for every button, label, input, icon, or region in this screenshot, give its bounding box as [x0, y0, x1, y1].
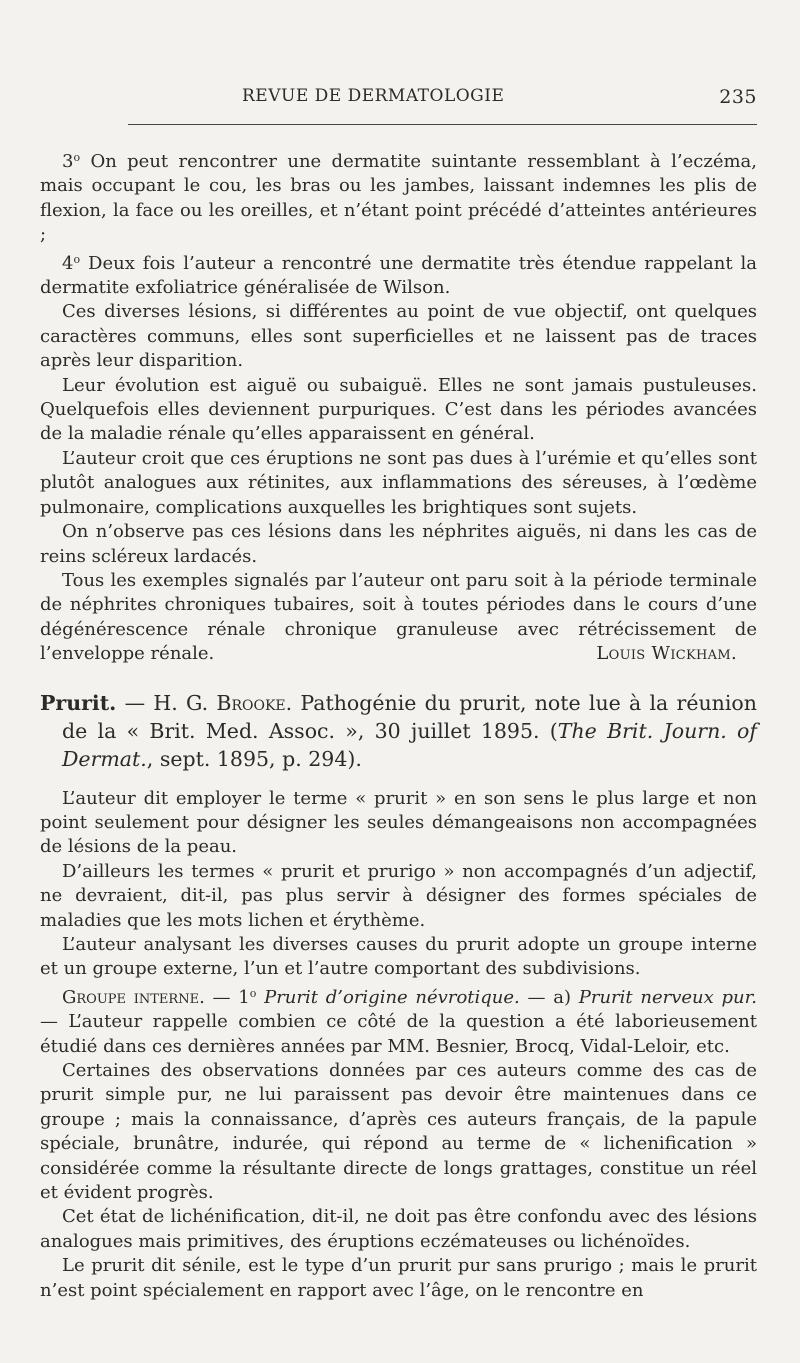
paragraph: Cet état de lichénification, dit-il, ne doit pas être confondu avec des lésions analogues mais primitives, des éruptions eczémateuses ou lichénoïdes.: [40, 1206, 757, 1252]
paragraph: On n’observe pas ces lésions dans les néphrites aiguës, ni dans les cas de reins scléreux lardacés.: [40, 521, 757, 567]
subheading-italic: Prurit nerveux pur.: [578, 986, 758, 1008]
article-citation-end: , sept. 1895, p. 294).: [146, 746, 362, 771]
item-number: 3: [62, 151, 74, 172]
paragraph-text: — L’auteur rappelle combien ce côté de la question a été laborieusement étudié dans ces dernières années par MM. Besnier, Brocq, Vidal-Leloir, etc.: [40, 1011, 757, 1057]
paragraph-text: Deux fois l’auteur a rencontré une dermatite très étendue rappelant la dermatite exfoliatrice généralisée de Wilson.: [40, 252, 757, 299]
running-head: REVUE DE DERMATOLOGIE: [242, 86, 505, 106]
article-label: Prurit.: [40, 690, 117, 715]
degree-mark: o: [249, 986, 257, 1000]
paragraph: D’ailleurs les termes « prurit et prurigo » non accompagnés d’un adjectif, ne devraient, dit-il, pas plus servir à désigner des formes spéciales de maladies que les mots lichen et érythème.: [40, 860, 757, 931]
paragraph: [40, 248, 757, 301]
article-title-text: Pathogénie du prurit, note lue à la réunion de la « Brit. Med. Assoc. », 30 juillet 1895. (: [62, 690, 757, 743]
header-rule: [128, 124, 757, 125]
article-heading: [40, 689, 757, 773]
item-number: 4: [62, 252, 74, 274]
journal-page: [40, 0, 757, 1363]
group-label: Groupe interne.: [62, 986, 205, 1008]
author-signature: Louis Wickham.: [596, 643, 737, 665]
degree-mark: o: [73, 151, 81, 164]
paragraph: L’auteur dit employer le terme « prurit » en son sens le plus large et non point seulement pour désigner les seules démangeaisons non accompagnées de lésions de la peau.: [40, 787, 757, 858]
text-run: — 1: [204, 986, 250, 1008]
heading-dash: —: [116, 690, 154, 715]
paragraph: [40, 982, 757, 1059]
page-number: 235: [719, 86, 757, 108]
paragraph: [40, 569, 757, 667]
page-header: [40, 86, 757, 112]
journal-name: The Brit. Journ. of Dermat.: [62, 718, 757, 771]
degree-mark: o: [73, 252, 81, 266]
body-text: [40, 146, 757, 1303]
paragraph: Certaines des observations données par ces auteurs comme des cas de prurit simple pur, ne lui paraissent pas devoir être maintenues dans ce groupe ; mais la connaissance, d’après ces auteurs français, de la papule spéciale, brunâtre, indurée, qui répond au terme de « lichenification » considérée comme la résultante directe de longs grattages, constitue un réel et évident progrès.: [40, 1060, 757, 1204]
paragraph: [40, 146, 757, 248]
text-run: — a): [519, 986, 579, 1008]
article-author: H. G. Brooke.: [153, 690, 293, 715]
paragraph: Ces diverses lésions, si différentes au point de vue objectif, ont quelques caractères communs, elles sont superficielles et ne laissent pas de traces après leur disparition.: [40, 301, 757, 372]
paragraph: Leur évolution est aiguë ou subaiguë. Elles ne sont jamais pustuleuses. Quelquefois elles deviennent purpuriques. C’est dans les périodes avancées de la maladie rénale qu’elles apparaissent en général.: [40, 374, 757, 445]
paragraph: L’auteur analysant les diverses causes du prurit adopte un groupe interne et un groupe externe, l’un et l’autre comportant des subdivisions.: [40, 933, 757, 980]
paragraph: L’auteur croit que ces éruptions ne sont pas dues à l’urémie et qu’elles sont plutôt analogues aux rétinites, aux inflammations des séreuses, à l’œdème pulmonaire, complications auxquelles les brightiques sont sujets.: [40, 447, 757, 518]
paragraph: Le prurit dit sénile, est le type d’un prurit pur sans prurigo ; mais le prurit n’est point spécialement en rapport avec l’âge, on le rencontre en: [40, 1255, 757, 1301]
paragraph-text: On peut rencontrer une dermatite suintante ressemblant à l’eczéma, mais occupant le cou, les bras ou les jambes, laissant indemnes les plis de flexion, la face ou les oreilles, et n’étant point précédé d’atteintes antérieures ;: [40, 151, 757, 246]
paragraph-text: Tous les exemples signalés par l’auteur ont paru soit à la période terminale de néphrites chroniques tubaires, soit à toutes périodes dans le cours d’une dégénérescence rénale chronique granuleuse avec rétrécissement de l’enveloppe rénale.: [40, 569, 757, 665]
subheading-italic: Prurit d’origine névrotique.: [256, 986, 520, 1008]
